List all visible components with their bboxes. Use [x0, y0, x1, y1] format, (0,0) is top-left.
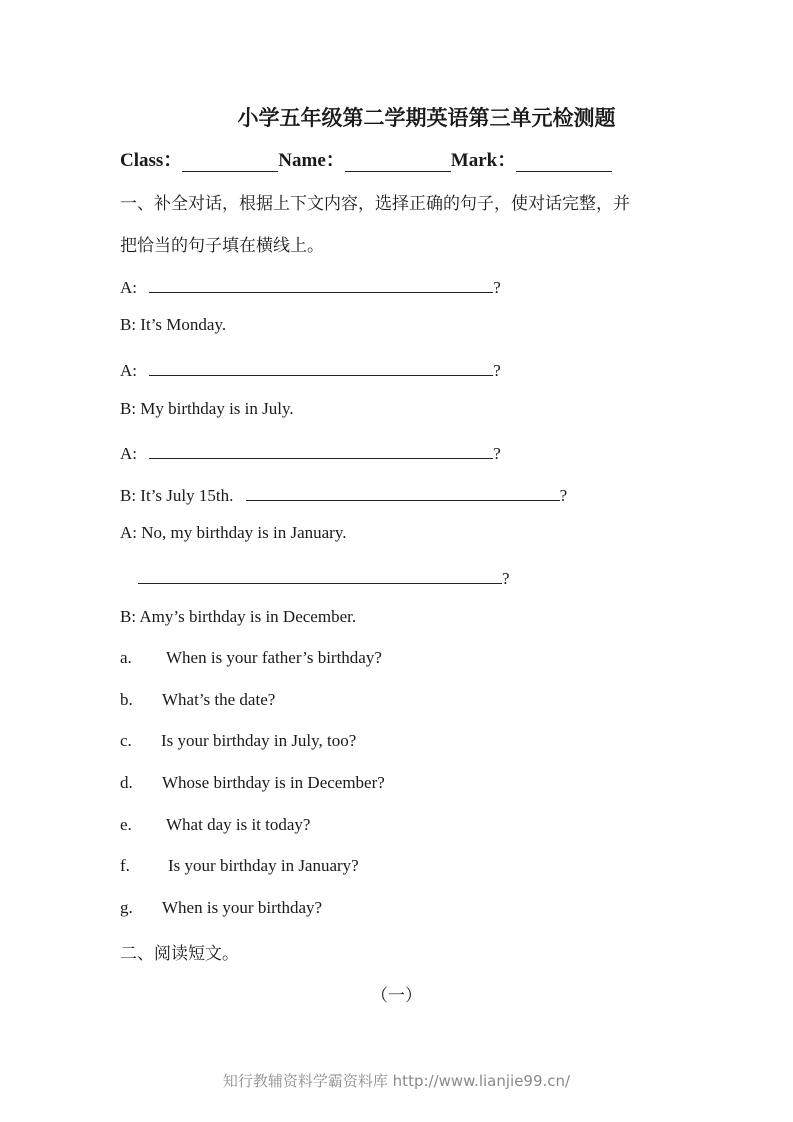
option-text: When is your birthday? [162, 898, 323, 917]
footer-watermark: 知行教辅资料学霸资料库 http://www.lianjie99.cn/ [222, 1072, 571, 1090]
section1-heading-line2: 把恰当的句子填在横线上。 [120, 236, 324, 256]
answer-blank-3 [149, 440, 493, 459]
option-letter: d. [120, 773, 133, 792]
page-title: 小学五年级第二学期英语第三单元检测题 [237, 106, 616, 130]
speaker-a-label: A: [120, 278, 137, 297]
dialogue-a3 [120, 440, 501, 464]
section1-heading-line1: 一、补全对话，根据上下文内容，选择正确的句子，使对话完整，并 [120, 194, 630, 214]
name-label: Name： [278, 150, 345, 171]
answer-blank-2 [149, 357, 493, 376]
option-letter: c. [120, 731, 132, 750]
option-letter: b. [120, 690, 133, 709]
dialogue-b2: B: My birthday is in July. [120, 399, 294, 418]
dialogue-b1: B: It’s Monday. [120, 315, 227, 334]
class-label: Class： [120, 150, 183, 171]
option-letter: e. [120, 815, 132, 834]
option-g [120, 898, 322, 918]
dialogue-a4-question [138, 565, 510, 589]
speaker-a-label: A: [120, 361, 137, 380]
option-letter: f. [120, 856, 130, 875]
option-d [120, 773, 385, 793]
section2-part-label: （一） [371, 986, 422, 1006]
option-c [120, 731, 356, 751]
dialogue-a4: A: No, my birthday is in January. [120, 523, 347, 542]
dialogue-a2 [120, 357, 501, 381]
question-mark: ? [502, 569, 510, 588]
dialogue-b3 [120, 482, 567, 506]
option-e [120, 815, 310, 835]
answer-blank-1 [149, 274, 493, 293]
question-mark: ? [493, 361, 501, 380]
question-mark: ? [493, 278, 501, 297]
name-blank [345, 149, 451, 172]
option-text: When is your father’s birthday? [166, 648, 382, 667]
student-info-row [120, 145, 612, 172]
dialogue-a1 [120, 274, 501, 298]
option-a [120, 648, 382, 668]
option-text: Whose birthday is in December? [162, 773, 385, 792]
option-text: Is your birthday in January? [168, 856, 359, 875]
dialogue-b3-text: B: It’s July 15th. [120, 486, 234, 505]
section2-heading: 二、阅读短文。 [120, 944, 239, 964]
mark-blank [516, 149, 612, 172]
option-letter: g. [120, 898, 133, 917]
option-text: What’s the date? [162, 690, 276, 709]
mark-label: Mark： [450, 150, 517, 171]
question-mark: ? [493, 444, 501, 463]
answer-blank-4 [246, 482, 560, 501]
question-mark: ? [559, 486, 568, 505]
speaker-a-label: A: [120, 444, 137, 463]
option-text: Is your birthday in July, too? [161, 731, 357, 750]
answer-blank-5 [138, 565, 502, 584]
class-blank [182, 149, 278, 172]
option-letter: a. [120, 648, 132, 667]
dialogue-b4: B: Amy’s birthday is in December. [120, 607, 357, 626]
option-f [120, 856, 359, 876]
option-text: What day is it today? [166, 815, 311, 834]
option-b [120, 690, 275, 710]
